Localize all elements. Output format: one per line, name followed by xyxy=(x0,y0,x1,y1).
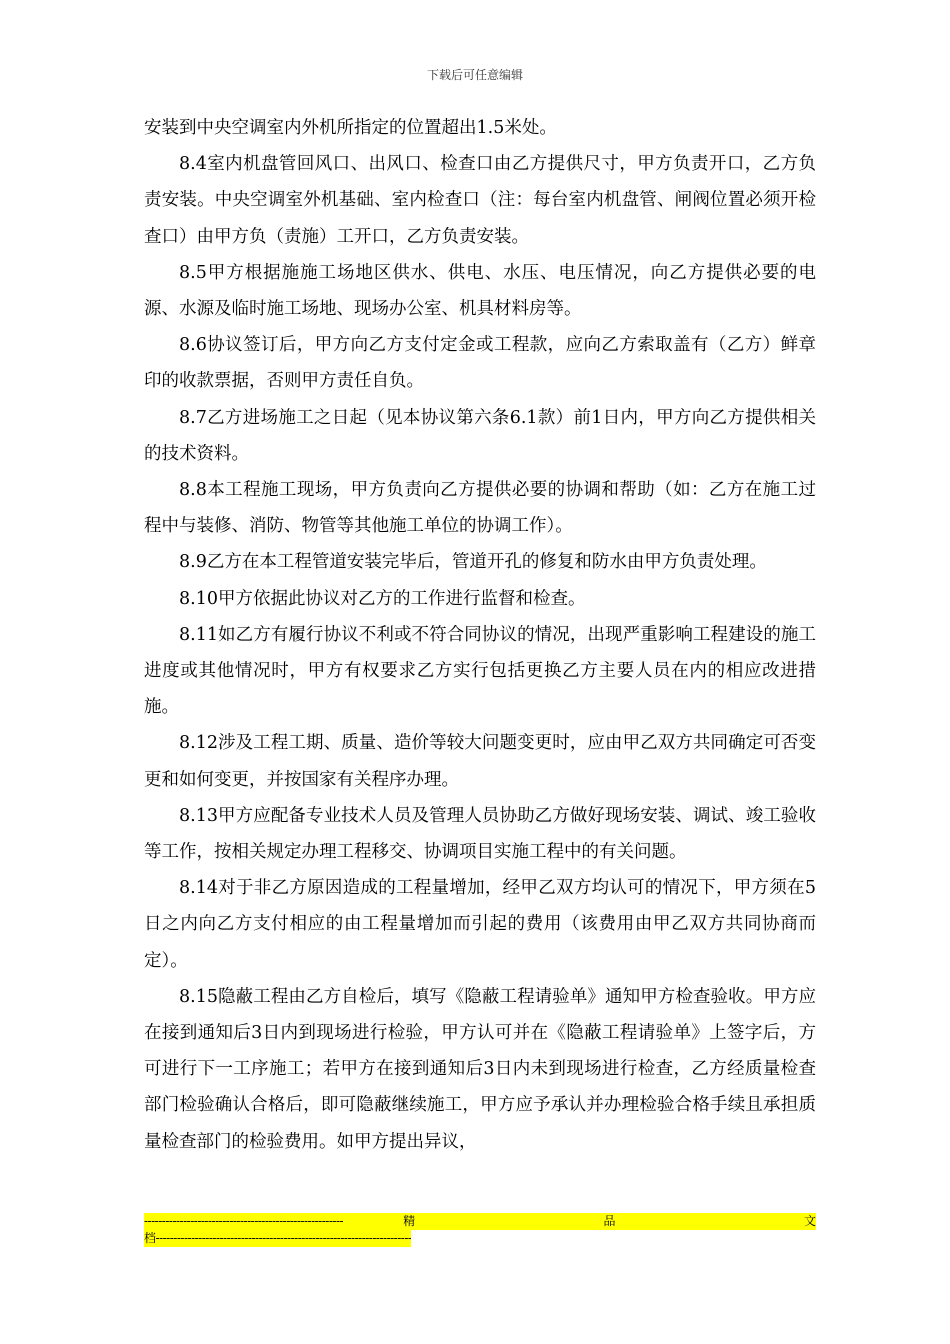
footer-char: 档 xyxy=(144,1231,156,1245)
footer-char: 品 xyxy=(603,1214,616,1228)
paragraph: 8.7乙方进场施工之日起（见本协议第六条6.1款）前1日内，甲方向乙方提供相关的技术资料。 xyxy=(144,407,816,464)
footer-char: 精 xyxy=(403,1214,416,1228)
paragraph: 8.4室内机盘管回风口、出风口、检查口由乙方提供尺寸，甲方负责开口，乙方负责安装。中央空调室外机基础、室内检查口（注：每台室内机盘管、闸阀位置必须开检查口）由甲方负（责施）工开口，乙方负责安装。 xyxy=(144,154,816,247)
footer-dashes: -------------------------------------------------------- xyxy=(144,1214,344,1228)
header-note: 下载后可任意编辑 xyxy=(426,68,523,82)
paragraph: 8.14对于非乙方原因造成的工程量增加，经甲乙双方均认可的情况下，甲方须在5日之内向乙方支付相应的由工程量增加而引起的费用（该费用由甲乙双方共同协商而定）。 xyxy=(144,878,816,971)
paragraph: 8.6协议签订后，甲方向乙方支付定金或工程款，应向乙方索取盖有（乙方）鲜章印的收款票据，否则甲方责任自负。 xyxy=(144,335,816,392)
paragraph: 安装到中央空调室内外机所指定的位置超出1.5米处。 xyxy=(144,118,557,138)
paragraph: 8.10甲方依据此协议对乙方的工作进行监督和检查。 xyxy=(179,588,586,609)
paragraph: 8.5甲方根据施施工场地区供水、供电、水压、电压情况，向乙方提供必要的电源、水源及临时施工场地、现场办公室、机具材料房等。 xyxy=(144,262,816,320)
paragraph: 8.11如乙方有履行协议不利或不符合同协议的情况，出现严重影响工程建设的施工进度或其他情况时，甲方有权要求乙方实行包括更换乙方主要人员在内的相应改进措施。 xyxy=(144,624,816,718)
footer-watermark-band xyxy=(144,1213,816,1252)
document-body xyxy=(144,110,816,1160)
paragraph: 8.13甲方应配备专业技术人员及管理人员协助乙方做好现场安装、调试、竣工验收等工作，按相关规定办理工程移交、协调项目实施工程中的有关问题。 xyxy=(144,805,816,863)
footer-line-2 xyxy=(144,1230,411,1247)
paragraph: 8.12涉及工程工期、质量、造价等较大问题变更时，应由甲乙双方共同确定可否变更和如何变更，并按国家有关程序办理。 xyxy=(144,733,816,790)
paragraph: 8.9乙方在本工程管道安装完毕后，管道开孔的修复和防水由甲方负责处理。 xyxy=(179,552,767,573)
paragraph: 8.8本工程施工现场，甲方负责向乙方提供必要的协调和帮助（如：乙方在施工过程中与装修、消防、物管等其他施工单位的协调工作）。 xyxy=(144,480,816,537)
footer-char: 文 xyxy=(803,1214,816,1228)
paragraph: 8.15隐蔽工程由乙方自检后，填写《隐蔽工程请验单》通知甲方检查验收。甲方应在接到通知后3日内到现场进行检验，甲方认可并在《隐蔽工程请验单》上签字后，方可进行下一工序施工；若甲方在接到通知后3日内未到现场进行检查，乙方经质量检查部门检验确认合格后，即可隐蔽继续施工，甲方应予承认并办理检验合格手续且承担质量检查部门的检验费用。如甲方提出异议， xyxy=(144,986,816,1152)
footer-spread xyxy=(343,1213,816,1230)
footer-dashes: ------------------------------------------------------------------------ xyxy=(155,1231,412,1245)
footer-line-1 xyxy=(144,1213,816,1230)
